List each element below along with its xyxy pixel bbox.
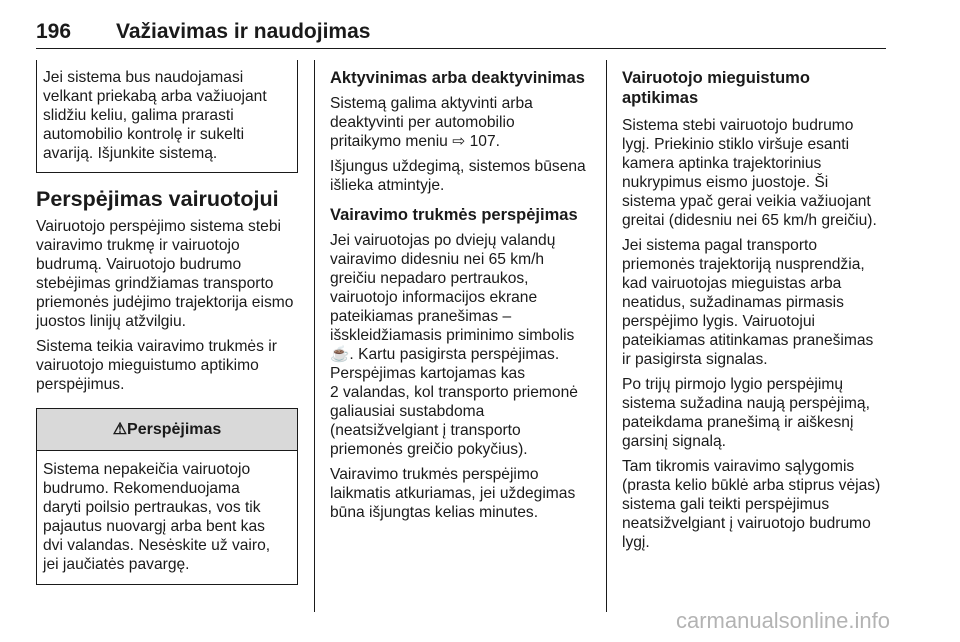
page-header	[36, 20, 370, 44]
column-2	[330, 68, 600, 528]
text-line: avariją. Išjunkite sistemą.	[43, 145, 218, 162]
column-3	[622, 68, 892, 558]
paragraph: Vairavimo trukmės perspėjimo laikmatis atkuriamas, jei uždegimas būna išjungtas kelias minutes.	[330, 466, 576, 521]
warning-icon: ⚠	[112, 421, 128, 438]
section-heading: Vairavimo trukmės perspėjimas	[330, 206, 578, 224]
section-heading: Perspėjimas vairuotojui	[36, 187, 279, 211]
warning-title: Perspėjimas	[127, 421, 222, 438]
header-rule	[36, 48, 886, 49]
warning-header	[37, 409, 297, 451]
page-number: 196	[36, 20, 72, 43]
page-reference-arrow-icon: ⇨	[452, 133, 466, 150]
paragraph: Sistema stebi vairuotojo budrumo lygį. Priekinio stiklo viršuje esanti kamera aptinka trajektorinius nukrypimus eismo juostoje. Ši sistema ypač gerai veikia važiuojant greitai (didesniu nei 65 km/h greičiu).	[622, 117, 877, 229]
paragraph: Sistemą galima aktyvinti arba deaktyvinti per automobilio pritaikymo meniu ⇨ 107.	[330, 95, 533, 150]
column-divider	[314, 60, 315, 612]
paragraph: Išjungus uždegimą, sistemos būsena išlieka atmintyje.	[330, 158, 586, 194]
section-heading: Aktyvinimas arba deaktyvinimas	[330, 69, 585, 87]
text-line: automobilio kontrolę ir sukelti	[43, 126, 245, 143]
paragraph: Tam tikromis vairavimo sąlygomis (prasta kelio būklė arba stiprus vėjas) sistema gali teikti perspėjimus neatsižvelgiant į vairuotojo budrumo lygį.	[622, 458, 881, 551]
column-divider	[606, 60, 607, 612]
text-line: slidžiu keliu, galima prarasti	[43, 107, 234, 124]
coffee-cup-icon: ☕	[330, 346, 350, 363]
warning-body: Sistema nepakeičia vairuotojo budrumo. Rekomenduojama daryti poilsio pertraukas, vos tik pajautus nuovargį arba bent kas dvi valandas. Nesėskite už vairo, jei jaučiatės pavargę.	[43, 461, 271, 573]
page-title: Važiavimas ir naudojimas	[116, 20, 371, 43]
page-reference: 107.	[469, 133, 500, 150]
text-line: velkant priekabą arba važiuojant	[43, 88, 267, 105]
paragraph: Jei vairuotojas po dviejų valandų vairavimo didesniu nei 65 km/h greičiu nepadaro pertraukos, vairuotojo informacijos ekrane pateikiamas pranešimas – išskleidžiamasis priminimo simbolis ☕. Kartu pasigirsta perspėjimas.	[330, 232, 575, 363]
note-box	[36, 60, 298, 173]
column-1	[36, 60, 298, 585]
paragraph: Perspėjimas kartojamas kas 2 valandas, kol transporto priemonė galiausiai sustabdoma (neatsižvelgiant į transporto priemonės greičio pokyčius).	[330, 365, 578, 458]
paragraph: Sistema teikia vairavimo trukmės ir vairuotojo mieguistumo aptikimo perspėjimus.	[36, 338, 277, 393]
watermark: carmanualsonline.info	[675, 608, 890, 633]
text-line: Jei sistema bus naudojamasi	[43, 69, 244, 86]
paragraph: Vairuotojo perspėjimo sistema stebi vairavimo trukmę ir vairuotojo budrumą. Vairuotojo budrumo stebėjimas grindžiamas transporto priemonės judėjimo trajektorija eismo juostos linijų atžvilgiu.	[36, 218, 294, 330]
warning-box	[36, 408, 298, 585]
paragraph: Jei sistema pagal transporto priemonės trajektoriją nusprendžia, kad vairuotojas mieguistas arba neatidus, sužadinamas pirmasis perspėjimo lygis. Vairuotojui pateikiamas atitinkamas pranešimas ir pasigirsta signalas.	[622, 237, 874, 368]
section-heading: Vairuotojo mieguistumo aptikimas	[622, 69, 810, 107]
paragraph: Po trijų pirmojo lygio perspėjimų sistema sužadina naują perspėjimą, pateikdama pranešimą ir aiškesnį garsinį signalą.	[622, 376, 870, 450]
